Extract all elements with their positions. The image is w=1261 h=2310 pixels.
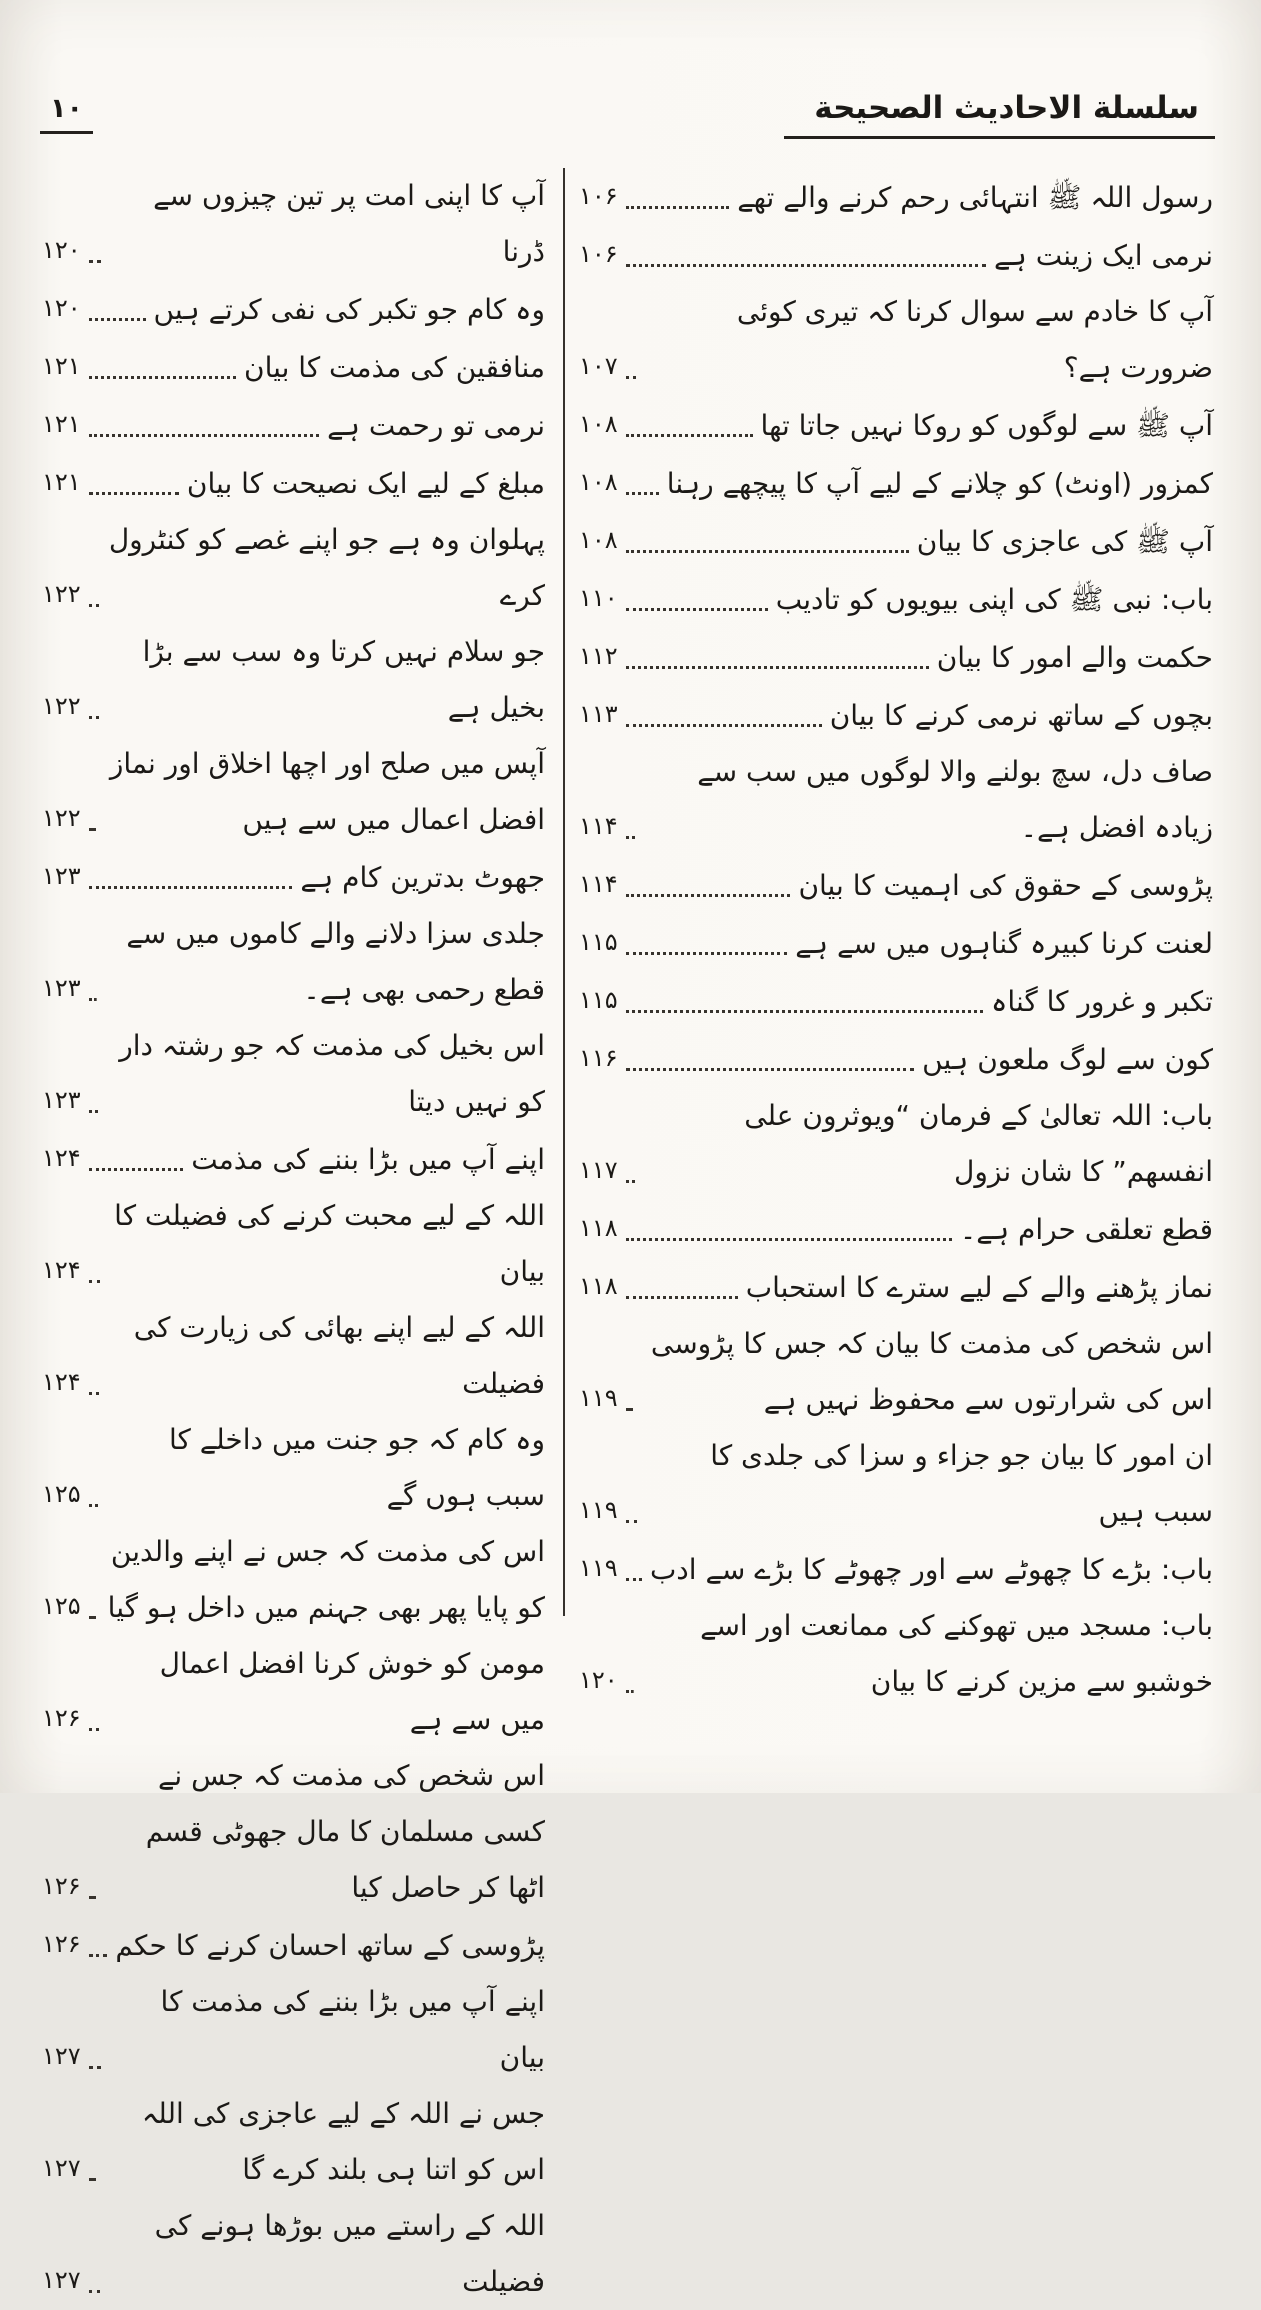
- toc-entry: [42, 1974, 545, 2086]
- toc-entry-page-number: ۱۲۷: [42, 2042, 81, 2070]
- dot-leader: [89, 434, 319, 437]
- dot-leader: [89, 1392, 99, 1395]
- toc-entry-title: پہلوان وہ ہے جو اپنے غصے کو کنٹرول کرے: [108, 523, 545, 612]
- dot-leader: [626, 1690, 634, 1693]
- toc-entry-title: باب: بڑے کا چھوٹے سے اور چھوٹے کا بڑے سے ادب: [649, 1553, 1213, 1586]
- page-header: [40, 90, 1215, 152]
- toc-entry-page-number: ۱۱۵: [579, 928, 618, 956]
- dot-leader: [89, 260, 101, 263]
- toc-entry-page-number: ۱۲۷: [42, 2154, 81, 2182]
- dot-leader: [89, 1954, 108, 1957]
- toc-entry-page-number: ۱۲۰: [42, 236, 81, 264]
- dot-leader: [89, 492, 179, 495]
- toc-entry-page-number: ۱۱۵: [579, 986, 618, 1014]
- toc-entry: [579, 1598, 1213, 1710]
- toc-entry-page-number: ۱۰۶: [579, 182, 618, 210]
- toc-entry: [42, 1130, 545, 1188]
- toc-entry-page-number: ۱۱۴: [579, 870, 618, 898]
- toc-columns: [40, 168, 1215, 2298]
- toc-entry-page-number: ۱۲۵: [42, 1480, 81, 1508]
- dot-leader: [626, 1296, 738, 1299]
- toc-entry: [42, 338, 545, 396]
- toc-entry-title: اس شخص کی مذمت کا بیان کہ جس کا پڑوسی اس کی شرارتوں سے محفوظ نہیں ہے: [650, 1327, 1213, 1416]
- dot-leader: [626, 550, 909, 553]
- toc-entry: [42, 1018, 545, 1130]
- toc-entry-page-number: ۱۰۸: [579, 468, 618, 496]
- toc-entry: [42, 736, 545, 848]
- toc-entry-title: اس شخص کی مذمت کہ جس نے کسی مسلمان کا مال جھوٹی قسم اٹھا کر حاصل کیا: [145, 1759, 545, 1904]
- toc-entry-page-number: ۱۲۴: [42, 1256, 81, 1284]
- toc-entry-title: لعنت کرنا کبیرہ گناہوں میں سے ہے: [795, 927, 1213, 960]
- toc-entry-page-number: ۱۱۹: [579, 1384, 618, 1412]
- dot-leader: [89, 998, 97, 1001]
- page-number: ۱۰: [40, 93, 93, 134]
- toc-entry-page-number: ۱۲۱: [42, 352, 81, 380]
- dot-leader: [626, 1068, 914, 1071]
- toc-entry-title: باب: مسجد میں تھوکنے کی ممانعت اور اسے خوشبو سے مزین کرنے کا بیان: [700, 1609, 1213, 1698]
- toc-entry-title: نرمی تو رحمت ہے: [327, 409, 545, 442]
- toc-entry-page-number: ۱۲۶: [42, 1704, 81, 1732]
- toc-entry: [579, 1540, 1213, 1598]
- toc-entry-title: جس نے اللہ کے لیے عاجزی کی اللہ اس کو اتنا ہی بلند کرے گا: [141, 2097, 545, 2186]
- dot-leader: [626, 1520, 637, 1523]
- toc-entry-title: صاف دل، سچ بولنے والا لوگوں میں سب سے زیادہ افضل ہے۔: [697, 755, 1213, 844]
- toc-entry: [42, 1748, 545, 1916]
- dot-leader: [89, 1896, 94, 1899]
- dot-leader: [89, 1504, 99, 1507]
- toc-entry-page-number: ۱۰۶: [579, 240, 618, 268]
- dot-leader: [89, 886, 293, 889]
- toc-entry-page-number: ۱۲۰: [579, 1666, 618, 1694]
- dot-leader: [626, 206, 730, 209]
- toc-entry-title: اللہ کے راستے میں بوڑھا ہونے کی فضیلت: [154, 2209, 545, 2298]
- toc-entry-title: آپ کا اپنی امت پر تین چیزوں سے ڈرنا: [153, 179, 545, 268]
- toc-entry-title: آپ ﷺ کی عاجزی کا بیان: [916, 525, 1213, 558]
- dot-leader: [89, 318, 146, 321]
- toc-entry-page-number: ۱۲۶: [42, 1930, 81, 1958]
- toc-entry: [579, 1258, 1213, 1316]
- toc-entry: [42, 454, 545, 512]
- toc-entry-page-number: ۱۱۹: [579, 1554, 618, 1582]
- toc-entry-title: اس کی مذمت کہ جس نے اپنے والدین کو پایا پھر بھی جہنم میں داخل ہو گیا: [107, 1535, 545, 1624]
- dot-leader: [626, 1578, 642, 1581]
- toc-column-right: [563, 168, 1215, 1698]
- dot-leader: [89, 1280, 100, 1283]
- toc-entry-page-number: ۱۲۳: [42, 862, 81, 890]
- toc-entry-title: جھوٹ بدترین کام ہے: [300, 861, 545, 894]
- toc-entry: [579, 914, 1213, 972]
- toc-entry-page-number: ۱۲۶: [42, 1872, 81, 1900]
- toc-entry: [579, 628, 1213, 686]
- toc-entry-page-number: ۱۲۱: [42, 468, 81, 496]
- toc-entry-title: باب: اللہ تعالیٰ کے فرمان “ویوثرون علی انفسھم” کا شان نزول: [744, 1099, 1213, 1188]
- toc-entry-title: اللہ کے لیے محبت کرنے کی فضیلت کا بیان: [114, 1199, 545, 1288]
- toc-entry-title: منافقین کی مذمت کا بیان: [244, 351, 545, 384]
- toc-entry-title: حکمت والے امور کا بیان: [936, 641, 1213, 674]
- toc-entry-page-number: ۱۱۴: [579, 812, 618, 840]
- toc-entry-title: جو سلام نہیں کرتا وہ سب سے بڑا بخیل ہے: [142, 635, 545, 724]
- toc-column-left: [40, 168, 563, 2298]
- toc-entry: [579, 1428, 1213, 1540]
- dot-leader: [626, 608, 768, 611]
- toc-entry-title: وہ کام جو تکبر کی نفی کرتے ہیں: [153, 293, 545, 326]
- toc-entry: [42, 1188, 545, 1300]
- toc-entry: [42, 396, 545, 454]
- toc-entry-page-number: ۱۲۲: [42, 580, 81, 608]
- toc-entry-title: پڑوسی کے حقوق کی اہمیت کا بیان: [798, 869, 1213, 902]
- toc-entry-page-number: ۱۲۳: [42, 974, 81, 1002]
- dot-leader: [626, 376, 637, 379]
- toc-entry-page-number: ۱۱۰: [579, 584, 618, 612]
- toc-entry: [579, 1316, 1213, 1428]
- toc-entry: [579, 396, 1213, 454]
- toc-entry-page-number: ۱۲۷: [42, 2266, 81, 2294]
- toc-entry-title: مبلغ کے لیے ایک نصیحت کا بیان: [186, 467, 545, 500]
- toc-entry-page-number: ۱۱۸: [579, 1214, 618, 1242]
- toc-entry-title: آپ کا خادم سے سوال کرنا کہ تیری کوئی ضرورت ہے؟: [736, 295, 1213, 384]
- toc-entry: [42, 848, 545, 906]
- toc-entry-page-number: ۱۲۱: [42, 410, 81, 438]
- toc-entry-page-number: ۱۲۵: [42, 1592, 81, 1620]
- toc-entry-title: باب: نبی ﷺ کی اپنی بیویوں کو تادیب: [775, 583, 1213, 616]
- dot-leader: [89, 1110, 98, 1113]
- dot-leader: [626, 1408, 633, 1411]
- dot-leader: [626, 434, 753, 437]
- dot-leader: [626, 836, 636, 839]
- dot-leader: [626, 492, 659, 495]
- toc-entry-title: نرمی ایک زینت ہے: [994, 239, 1213, 272]
- toc-entry-page-number: ۱۲۲: [42, 804, 81, 832]
- toc-entry: [579, 972, 1213, 1030]
- toc-entry-title: وہ کام کہ جو جنت میں داخلے کا سبب ہوں گے: [168, 1423, 545, 1512]
- toc-entry-page-number: ۱۱۷: [579, 1156, 618, 1184]
- toc-entry-title: جلدی سزا دلانے والے کاموں میں سے قطع رحمی بھی ہے۔: [126, 917, 545, 1006]
- toc-entry-title: نماز پڑھنے والے کے لیے سترے کا استحباب: [745, 1271, 1213, 1304]
- toc-entry: [42, 280, 545, 338]
- dot-leader: [89, 1168, 184, 1171]
- toc-entry: [42, 2086, 545, 2198]
- dot-leader: [626, 894, 791, 897]
- toc-entry-page-number: ۱۱۳: [579, 700, 618, 728]
- dot-leader: [89, 604, 100, 607]
- toc-entry: [42, 1524, 545, 1636]
- dot-leader: [89, 376, 236, 379]
- toc-entry-title: آپ ﷺ سے لوگوں کو روکا نہیں جاتا تھا: [760, 409, 1213, 442]
- dot-leader: [626, 666, 929, 669]
- toc-entry: [42, 1636, 545, 1748]
- toc-entry: [579, 686, 1213, 744]
- dot-leader: [626, 1010, 983, 1013]
- toc-entry-page-number: ۱۲۳: [42, 1086, 81, 1114]
- toc-entry-title: پڑوسی کے ساتھ احسان کرنے کا حکم: [115, 1929, 545, 1962]
- toc-entry: [42, 512, 545, 624]
- toc-entry: [579, 856, 1213, 914]
- toc-entry: [579, 570, 1213, 628]
- toc-entry-title: اپنے آپ میں بڑا بننے کی مذمت کا بیان: [160, 1985, 545, 2074]
- toc-entry: [579, 226, 1213, 284]
- toc-entry: [579, 284, 1213, 396]
- toc-entry: [42, 1916, 545, 1974]
- dot-leader: [89, 1616, 95, 1619]
- toc-entry: [579, 1030, 1213, 1088]
- toc-entry: [42, 906, 545, 1018]
- dot-leader: [626, 264, 986, 267]
- toc-entry: [579, 744, 1213, 856]
- toc-entry-page-number: ۱۱۲: [579, 642, 618, 670]
- toc-entry-page-number: ۱۰۷: [579, 352, 618, 380]
- toc-entry-title: بچوں کے ساتھ نرمی کرنے کا بیان: [829, 699, 1213, 732]
- toc-entry: [579, 512, 1213, 570]
- dot-leader: [626, 1238, 952, 1241]
- toc-entry-title: کون سے لوگ ملعون ہیں: [922, 1043, 1213, 1076]
- toc-entry-title: رسول اللہ ﷺ انتہائی رحم کرنے والے تھے: [737, 181, 1213, 214]
- toc-entry-page-number: ۱۲۰: [42, 294, 81, 322]
- toc-entry: [42, 1412, 545, 1524]
- dot-leader: [626, 952, 788, 955]
- toc-entry: [579, 168, 1213, 226]
- toc-entry-page-number: ۱۲۲: [42, 692, 81, 720]
- toc-entry-title: اس بخیل کی مذمت کہ جو رشتہ دار کو نہیں دیتا: [119, 1029, 545, 1118]
- dot-leader: [626, 1180, 635, 1183]
- toc-entry: [579, 1200, 1213, 1258]
- toc-entry-title: تکبر و غرور کا گناہ: [991, 985, 1213, 1018]
- toc-entry-title: اپنے آپ میں بڑا بننے کی مذمت: [191, 1143, 545, 1176]
- dot-leader: [89, 716, 99, 719]
- dot-leader: [89, 2066, 101, 2069]
- toc-entry-page-number: ۱۱۸: [579, 1272, 618, 1300]
- dot-leader: [626, 724, 822, 727]
- toc-entry: [42, 1300, 545, 1412]
- toc-entry-title: ان امور کا بیان جو جزاء و سزا کی جلدی کا سبب ہیں: [710, 1439, 1213, 1528]
- toc-entry-page-number: ۱۱۹: [579, 1496, 618, 1524]
- toc-entry-page-number: ۱۰۸: [579, 526, 618, 554]
- book-title: سلسلة الاحاديث الصحيحة: [784, 90, 1215, 139]
- toc-entry: [42, 168, 545, 280]
- toc-entry: [579, 454, 1213, 512]
- toc-entry-page-number: ۱۰۸: [579, 410, 618, 438]
- dot-leader: [89, 828, 96, 831]
- toc-entry-title: کمزور (اونٹ) کو چلانے کے لیے آپ کا پیچھے رہنا: [666, 467, 1213, 500]
- toc-entry-page-number: ۱۲۴: [42, 1144, 81, 1172]
- toc-entry-title: آپس میں صلح اور اچھا اخلاق اور نماز افضل اعمال میں سے ہیں: [109, 747, 545, 836]
- dot-leader: [89, 2290, 100, 2293]
- toc-entry: [42, 2198, 545, 2310]
- toc-entry-title: قطع تعلقی حرام ہے۔: [959, 1213, 1213, 1246]
- toc-entry-title: مومن کو خوش کرنا افضل اعمال میں سے ہے: [159, 1647, 545, 1736]
- toc-entry-title: اللہ کے لیے اپنے بھائی کی زیارت کی فضیلت: [133, 1311, 545, 1400]
- dot-leader: [89, 1728, 99, 1731]
- dot-leader: [89, 2178, 96, 2181]
- toc-entry: [42, 624, 545, 736]
- toc-entry-page-number: ۱۱۶: [579, 1044, 618, 1072]
- toc-entry: [579, 1088, 1213, 1200]
- toc-entry-page-number: ۱۲۴: [42, 1368, 81, 1396]
